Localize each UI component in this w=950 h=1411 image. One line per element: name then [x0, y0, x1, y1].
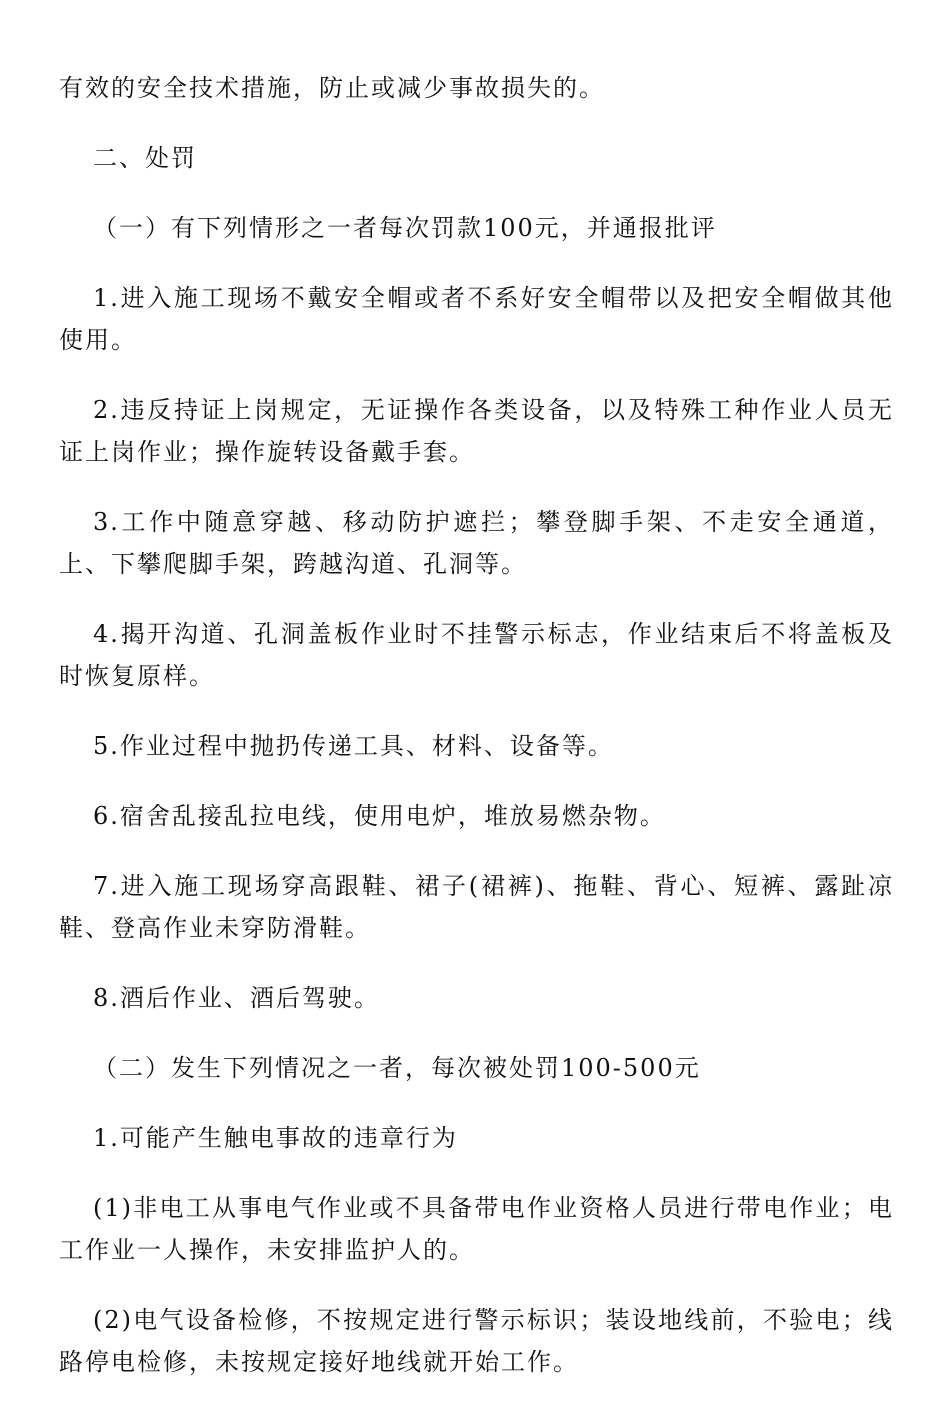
list-item: 1.可能产生触电事故的违章行为 — [93, 1124, 458, 1152]
list-item: 3.工作中随意穿越、移动防护遮拦；攀登脚手架、不走安全通道，上、下攀爬脚手架，跨越沟道、孔洞等。 — [59, 508, 894, 578]
sub-list-item: (1)非电工从事电气作业或不具备带电作业资格人员进行带电作业；电工作业一人操作，未安排监护人的。 — [59, 1194, 894, 1264]
subsection-heading-2: （二）发生下列情况之一者，每次被处罚100-500元 — [93, 1054, 701, 1082]
list-item: 1.进入施工现场不戴安全帽或者不系好安全帽带以及把安全帽做其他使用。 — [59, 284, 894, 354]
list-item: 2.违反持证上岗规定，无证操作各类设备，以及特殊工种作业人员无证上岗作业；操作旋转设备戴手套。 — [59, 396, 894, 466]
list-item: 8.酒后作业、酒后驾驶。 — [93, 984, 380, 1012]
subsection-heading-1: （一）有下列情形之一者每次罚款100元，并通报批评 — [93, 214, 717, 242]
list-item: 4.揭开沟道、孔洞盖板作业时不挂警示标志，作业结束后不将盖板及时恢复原样。 — [59, 620, 894, 690]
list-item: 7.进入施工现场穿高跟鞋、裙子(裙裤)、拖鞋、背心、短裤、露趾凉鞋、登高作业未穿防滑鞋。 — [59, 872, 894, 942]
paragraph-continuation: 有效的安全技术措施，防止或减少事故损失的。 — [59, 74, 605, 102]
document-body — [59, 67, 894, 1411]
list-item: 6.宿舍乱接乱拉电线，使用电炉，堆放易燃杂物。 — [93, 802, 666, 830]
sub-list-item: (2)电气设备检修，不按规定进行警示标识；装设地线前，不验电；线路停电检修，未按规定接好地线就开始工作。 — [59, 1306, 894, 1376]
section-heading-penalty: 二、处罚 — [93, 144, 197, 172]
list-item: 5.作业过程中抛扔传递工具、材料、设备等。 — [93, 732, 614, 760]
